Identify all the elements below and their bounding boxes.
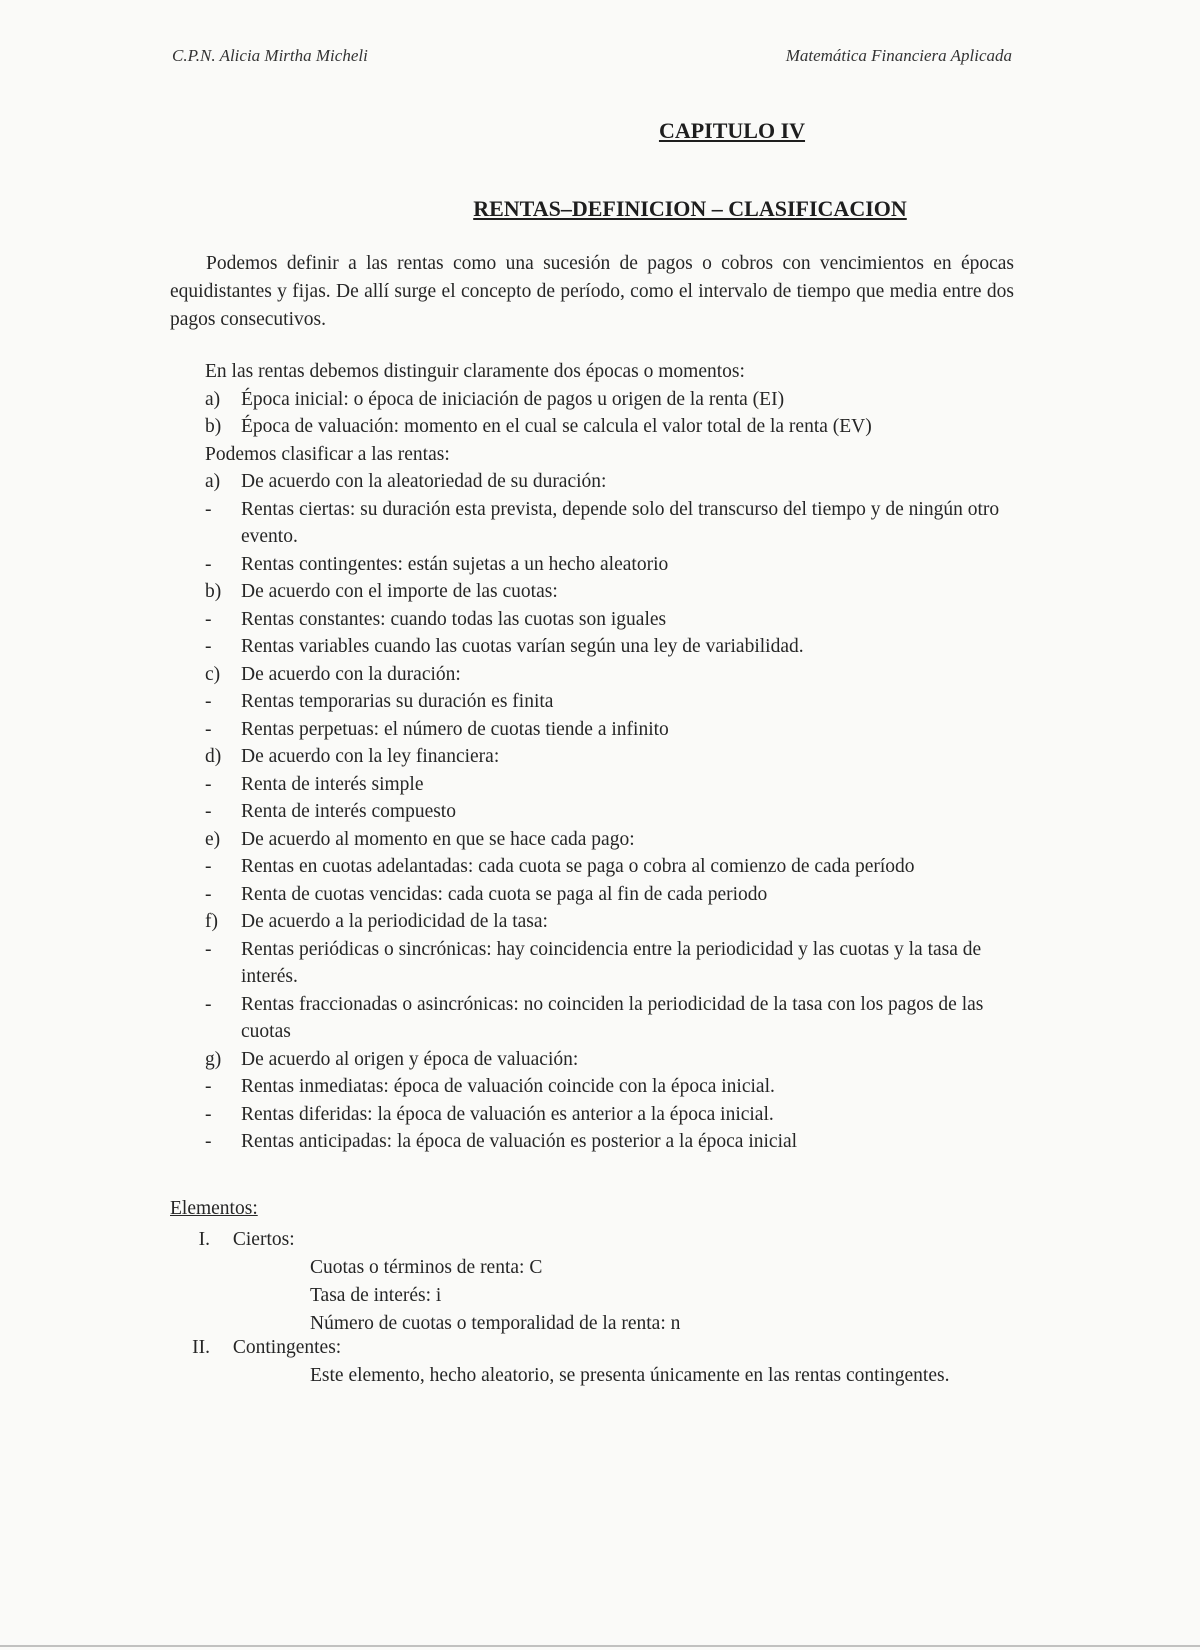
list-item <box>205 853 1025 881</box>
list-text: De acuerdo con la aleatoriedad de su duración: <box>241 471 607 492</box>
list-marker: a) <box>205 471 221 492</box>
list-marker: - <box>205 1076 212 1097</box>
list-text: De acuerdo con la ley financiera: <box>241 746 500 767</box>
list-item <box>205 468 1025 496</box>
list-text: Rentas inmediatas: época de valuación coincide con la época inicial. <box>241 1076 775 1097</box>
list-text: Renta de cuotas vencidas: cada cuota se paga al fin de cada periodo <box>241 883 768 905</box>
list-marker: - <box>205 938 212 960</box>
list-marker: d) <box>205 746 222 767</box>
list-item <box>205 743 1025 771</box>
list-text: En las rentas debemos distinguir claramente dos épocas o momentos: <box>205 361 745 382</box>
list-text: Época de valuación: momento en el cual se calcula el valor total de la renta (EV) <box>241 416 872 437</box>
certain-item: Número de cuotas o temporalidad de la renta: n <box>310 1313 681 1334</box>
list-text: De acuerdo a la periodicidad de la tasa: <box>241 911 548 932</box>
contingent-text: Este elemento, hecho aleatorio, se presenta únicamente en las rentas contingentes. <box>310 1365 950 1386</box>
list-item <box>205 358 1025 386</box>
elements-certain <box>172 1226 295 1254</box>
list-item <box>205 908 1025 936</box>
list-marker: - <box>205 718 212 740</box>
list-marker: - <box>205 636 212 657</box>
list-item <box>205 826 1025 854</box>
list-item <box>205 633 1025 661</box>
list-text: Renta de interés compuesto <box>241 801 456 822</box>
list-item <box>205 716 1025 744</box>
list-item <box>205 991 1025 1046</box>
list-item <box>205 798 1025 826</box>
certain-items <box>310 1254 680 1338</box>
list-text: Rentas ciertas: su duración esta prevista, depende solo del transcurso del tiempo y de ningún otro evento. <box>241 498 1000 547</box>
list-marker: - <box>205 553 212 575</box>
list-item <box>205 386 1025 414</box>
list-text: Época inicial: o época de iniciación de pagos u origen de la renta (EI) <box>241 388 785 410</box>
roman-numeral: II. <box>192 1337 210 1358</box>
list-marker: a) <box>205 388 221 410</box>
list-item <box>205 578 1025 606</box>
list-marker: b) <box>205 581 222 602</box>
list-text: De acuerdo al momento en que se hace cada pago: <box>241 828 635 850</box>
list-text: Rentas en cuotas adelantadas: cada cuota se paga o cobra al comienzo de cada período <box>241 856 915 877</box>
page-title: RENTAS–DEFINICION – CLASIFICACION <box>473 196 907 221</box>
list-item <box>205 1073 1025 1101</box>
header-subject: Matemática Financiera Aplicada <box>785 46 1012 65</box>
list-marker: - <box>205 691 212 712</box>
elements-contingent <box>172 1334 341 1362</box>
list-marker: - <box>205 498 212 520</box>
list-item <box>205 661 1025 689</box>
list-marker: - <box>205 993 212 1015</box>
list-text: Renta de interés simple <box>241 773 424 795</box>
list-marker: - <box>205 856 212 877</box>
list-text: De acuerdo con el importe de las cuotas: <box>241 581 558 602</box>
list-text: Rentas temporarias su duración es finita <box>241 691 554 712</box>
list-item <box>205 441 1025 469</box>
list-marker: - <box>205 773 212 795</box>
list-item <box>205 936 1025 991</box>
list-item <box>205 496 1025 551</box>
list-text: Rentas fraccionadas o asincrónicas: no coinciden la periodicidad de la tasa con los pagos de las cuotas <box>241 993 984 1042</box>
classification-list <box>205 358 1025 1156</box>
list-text: Rentas contingentes: están sujetas a un hecho aleatorio <box>241 553 669 575</box>
list-marker: - <box>205 883 212 905</box>
list-item <box>205 1101 1025 1129</box>
list-item <box>205 1128 1025 1156</box>
list-marker: b) <box>205 416 222 437</box>
certain-item: Cuotas o términos de renta: C <box>310 1257 543 1278</box>
list-marker: g) <box>205 1048 222 1070</box>
list-marker: e) <box>205 828 221 850</box>
list-item <box>205 413 1025 441</box>
list-text: De acuerdo con la duración: <box>241 663 461 685</box>
certain-item: Tasa de interés: i <box>310 1285 442 1306</box>
roman-numeral: I. <box>198 1229 210 1250</box>
list-text: Rentas anticipadas: la época de valuación es posterior a la época inicial <box>241 1131 798 1152</box>
list-text: Rentas diferidas: la época de valuación es anterior a la época inicial. <box>241 1103 774 1125</box>
list-text: Rentas variables cuando las cuotas varían según una ley de variabilidad. <box>241 636 804 657</box>
chapter-heading: CAPITULO IV <box>658 118 806 143</box>
intro-text: Podemos definir a las rentas como una sucesión de pagos o cobros con vencimientos en épocas equidistantes y fijas. De allí surge el concepto de período, como el intervalo de tiempo que media entre dos pagos consecutivos. <box>170 253 1014 330</box>
list-item <box>205 606 1025 634</box>
header-author: C.P.N. Alicia Mirtha Micheli <box>172 46 368 65</box>
list-text: Rentas periódicas o sincrónicas: hay coincidencia entre la periodicidad y las cuotas y la tasa de interés. <box>241 938 982 987</box>
list-marker: - <box>205 1131 212 1152</box>
list-item <box>205 551 1025 579</box>
list-text: De acuerdo al origen y época de valuación: <box>241 1048 579 1070</box>
list-item <box>205 1046 1025 1074</box>
list-marker: - <box>205 1103 212 1125</box>
list-text: Podemos clasificar a las rentas: <box>205 443 450 465</box>
list-item <box>205 771 1025 799</box>
list-marker: - <box>205 608 212 630</box>
certain-label: Ciertos: <box>232 1229 295 1250</box>
scan-edge <box>0 1645 1200 1647</box>
contingent-label: Contingentes: <box>232 1337 342 1358</box>
intro-paragraph <box>170 250 1014 334</box>
list-text: Rentas constantes: cuando todas las cuotas son iguales <box>241 608 667 630</box>
list-item <box>205 688 1025 716</box>
list-marker: f) <box>205 911 218 932</box>
list-marker: - <box>205 801 212 822</box>
list-text: Rentas perpetuas: el número de cuotas tiende a infinito <box>241 718 669 740</box>
elements-heading: Elementos: <box>170 1198 258 1219</box>
list-item <box>205 881 1025 909</box>
list-marker: c) <box>205 663 221 685</box>
